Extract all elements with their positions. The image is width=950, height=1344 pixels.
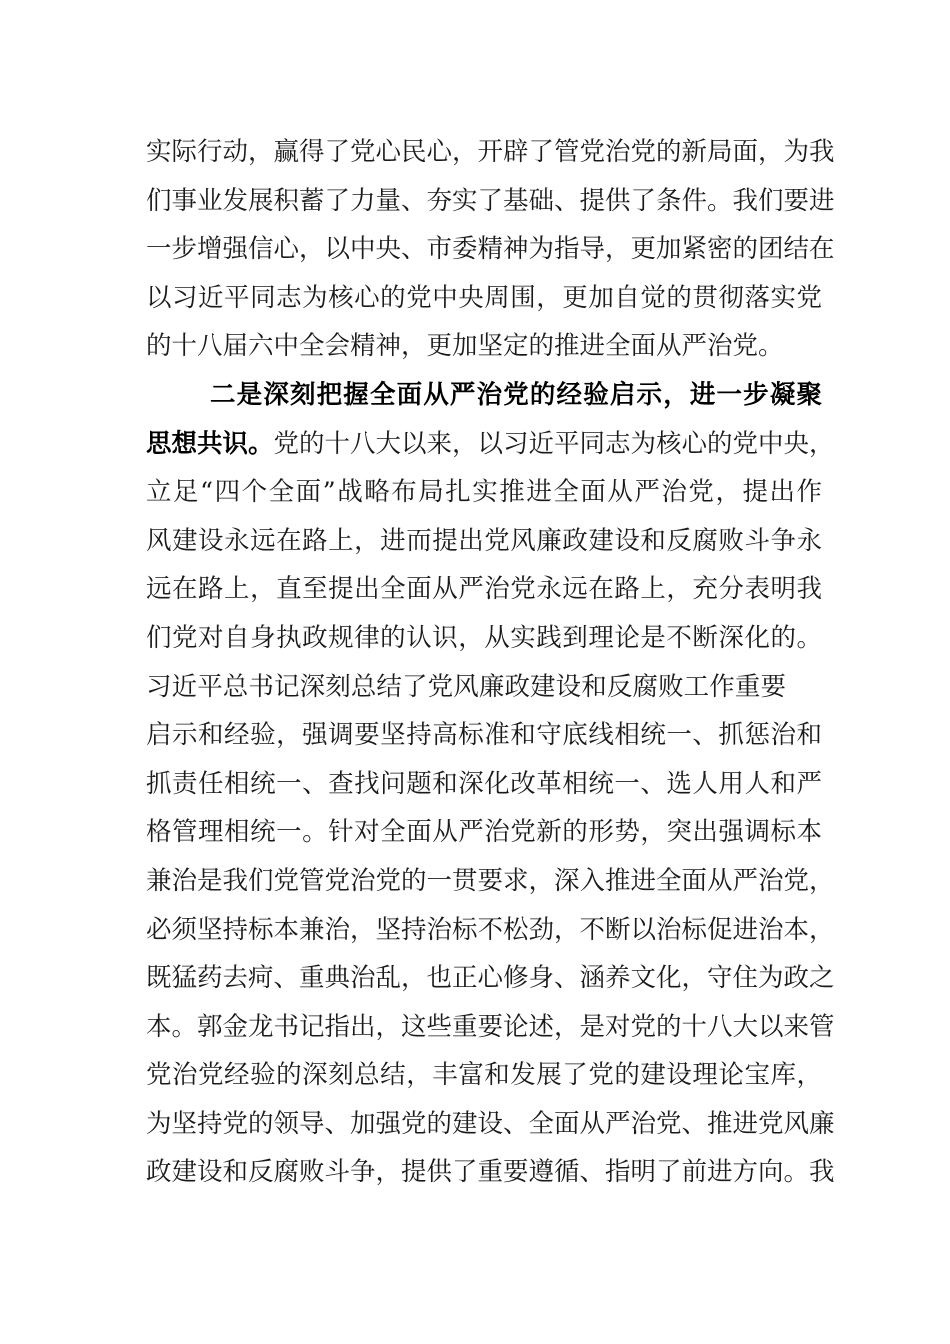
text-line-content: 既猛药去疴、重典治乱，也正心修身、涵养文化，守住为政之 <box>146 963 835 994</box>
text-line-content: 们事业发展积蓄了力量、夯实了基础、提供了条件。我们要进 <box>146 185 835 216</box>
text-line-content: 习近平总书记深刻总结了党风廉政建设和反腐败工作重要 <box>146 671 786 702</box>
text-line-content: 抓责任相统一、查找问题和深化改革相统一、选人用人和严 <box>146 768 822 799</box>
text-line <box>146 468 822 517</box>
text-line <box>146 322 822 371</box>
text-line-content: 政建设和反腐败斗争，提供了重要遵循、指明了前进方向。我 <box>146 1157 835 1188</box>
text-line <box>146 663 822 712</box>
text-line <box>146 906 835 955</box>
text-line <box>146 857 835 906</box>
text-line-content: 以习近平同志为核心的党中央周围，更加自觉的贯彻落实党 <box>146 282 822 313</box>
text-line-content: 兼治是我们党管党治党的一贯要求，深入推进全面从严治党， <box>146 865 835 896</box>
text-line <box>146 517 822 566</box>
text-line-content: 本。郭金龙书记指出，这些重要论述，是对党的十八大以来管 <box>146 1011 835 1042</box>
text-line <box>146 614 822 663</box>
text-line-content: 为坚持党的领导、加强党的建设、全面从严治党、推进党风廉 <box>146 1108 835 1139</box>
text-line <box>146 565 822 614</box>
text-line <box>146 128 835 177</box>
text-line-content: 格管理相统一。针对全面从严治党新的形势，突出强调标本 <box>146 817 822 848</box>
text-line-content: 启示和经验，强调要坚持高标准和守底线相统一、抓惩治和 <box>146 720 822 751</box>
text-line <box>146 711 822 760</box>
section-heading <box>146 371 822 420</box>
text-line-content: 的十八届六中全会精神，更加坚定的推进全面从严治党。 <box>146 331 784 362</box>
text-line <box>146 1003 835 1052</box>
text-line <box>146 760 822 809</box>
section-heading-continuation <box>146 420 835 469</box>
text-line-content: 党治党经验的深刻总结，丰富和发展了党的建设理论宝库， <box>146 1060 822 1091</box>
text-line <box>146 954 835 1003</box>
section-heading-text: 二是深刻把握全面从严治党的经验启示，进一步凝聚 <box>210 379 822 410</box>
text-line-content: 必须坚持标本兼治，坚持治标不松劲，不断以治标促进治本， <box>146 914 835 945</box>
text-line-content: 们党对自身执政规律的认识，从实践到理论是不断深化的。 <box>146 622 822 653</box>
text-line-content: 一步增强信心，以中央、市委精神为指导，更加紧密的团结在 <box>146 234 835 265</box>
document-body <box>146 128 835 1197</box>
text-line-content: 立足“四个全面”战略布局扎实推进全面从严治党，提出作 <box>146 477 822 508</box>
text-line-content: 风建设永远在路上，进而提出党风廉政建设和反腐败斗争永 <box>146 525 822 556</box>
text-line <box>146 1148 835 1197</box>
text-line-content: 党的十八大以来，以习近平同志为核心的党中央， <box>273 428 835 459</box>
text-line <box>146 1051 822 1100</box>
text-line <box>146 274 822 323</box>
text-line-content: 远在路上，直至提出全面从严治党永远在路上，充分表明我 <box>146 574 822 605</box>
text-line <box>146 808 822 857</box>
section-heading-tail: 思想共识。 <box>146 428 274 459</box>
text-line <box>146 225 835 274</box>
text-line <box>146 1100 835 1149</box>
text-line-content: 实际行动，赢得了党心民心，开辟了管党治党的新局面，为我 <box>146 137 835 167</box>
text-line <box>146 177 835 226</box>
